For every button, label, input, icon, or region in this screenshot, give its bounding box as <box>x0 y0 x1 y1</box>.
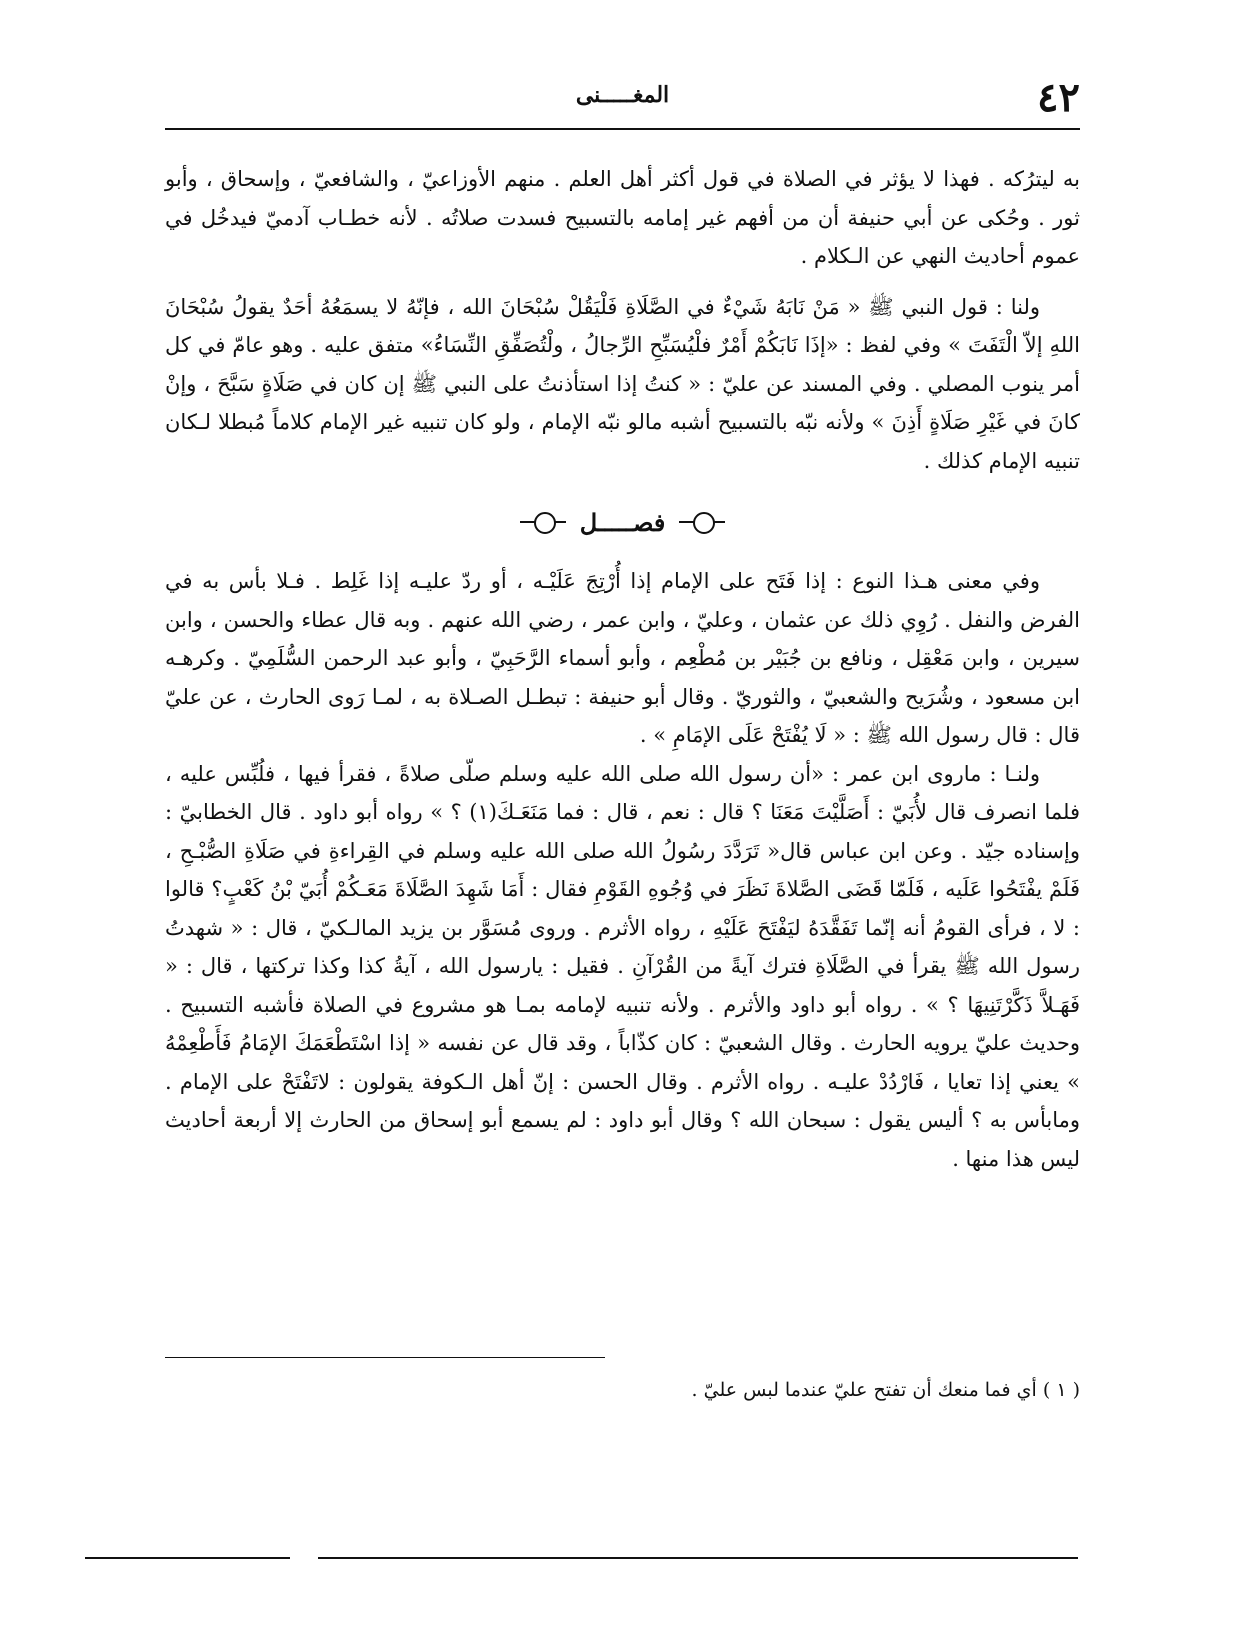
page-header <box>165 70 1080 126</box>
ornament-right-icon <box>679 510 725 534</box>
header-rule <box>165 128 1080 130</box>
bottom-rule-long <box>318 1557 1078 1559</box>
paragraph-3: وفي معنى هـذا النوع : إذا فَتَح على الإمام إذا أُرْتِجَ عَلَيْـه ، أو ردّ عليـه إذا غَلِط . فـلا بأس به في الفرض والنفل . رُوِي ذلك عن عثمان ، وعليّ ، وابن عمر ، رضي الله عنهم . وبه قال عطاء والحسن ، وابن سيرين ، وابن مَعْقِل ، ونافع بن جُبَيْر بن مُطْعِم ، وأبو أسماء الرَّحَبِيّ ، وأبو عبد الرحمن السُّلَمِيّ . وكرهـه ابن مسعود ، وشُرَيح والشعبيّ ، والثوريّ . وقال أبو حنيفة : تبطـل الصـلاة به ، لمـا رَوى الحارث ، عن عليّ قال : قال رسول الله ﷺ : « لَا يُفْتَحْ عَلَى الإمَامِ » . <box>165 569 1080 747</box>
running-title: المغـــــنى <box>575 82 670 108</box>
paragraph-2: ولنا : قول النبي ﷺ « مَنْ نَابَهُ شَيْءٌ في الصَّلَاةِ فَلْيَقُلْ سُبْحَانَ الله ، فإنّهُ لا يسمَعُهُ أحَدٌ يقولُ سُبْحَانَ اللهِ إلاّ الْتَفَتَ » وفي لفظ : «إذَا نَابَكُمْ أَمْرٌ فلْيُسَبِّحِ الرِّجالُ ، ولْتُصَفِّقِ النِّسَاءُ» متفق عليه . وهو عامّ في كل أمر ينوب المصلي . وفي المسند عن عليّ : « كنتُ إذا استأذنتُ على النبي ﷺ إن كان في صَلَاةٍ سَبَّحَ ، وإنْ كانَ في غَيْرِ صَلَاةٍ أَذِنَ » ولأنه نبّه بالتسبيح أشبه مالو نبّه الإمام ، ولو كان تنبيه غير الإمام كلاماً مُبطلا لـكان تنبيه الإمام كذلك . <box>165 294 1080 473</box>
page-number: ٤٢ <box>1037 74 1080 121</box>
footnote-rule <box>165 1357 605 1358</box>
paragraph-4: ولنـا : ماروى ابن عمر : «أن رسول الله صلى الله عليه وسلم صلّى صلاةً ، فقرأ فيها ، فلُبِّس عليه ، فلما انصرف قال لأُبَيّ : أَصَلَّيْتَ مَعَنَا ؟ قال : نعم ، قال : فما مَنَعَـكَ(١) ؟ » رواه أبو داود . قال الخطابيّ : وإسناده جيّد . وعن ابن عباس قال« تَرَدَّدَ رسُولُ الله صلى الله عليه وسلم في القِراءةِ في صَلَاةِ الصُّبْـحِ ، فَلَمْ يفْتَحُوا عَلَيه ، فَلَمّا قَضَى الصَّلاةَ نَظَرَ في وُجُوهِ القَوْمِ فقال : أَمَا شَهِدَ الصَّلَاةَ مَعَـكُمْ أُبَيّ بْنُ كَعْبٍ؟ قالوا : لا ، فرأى القومُ أنه إنّما تَفَقَّدَهُ ليَفْتَحَ عَلَيْهِ ، رواه الأثرم . وروى مُسَوَّر بن يزيد المالـكيّ ، قال : « شهدتُ رسول الله ﷺ يقرأ في الصَّلَاةِ فترك آيةً من القُرْآنِ . فقيل : يارسول الله ، آيةُ كذا وكذا تركتها ، قال : « فَهَـلاَّ ذَكَّرْتَنِيهَا ؟ » . رواه أبو داود والأثرم . ولأنه تنبيه لإمامه بمـا هو مشروع في الصلاة فأشبه التسبيح . وحديث عليّ يرويه الحارث . وقال الشعبيّ : كان كذّاباً ، وقد قال عن نفسه « إذا اسْتَطْعَمَكَ الإمَامُ فَأَطْعِمْهُ » يعني إذا تعايا ، فَارْدُدْ عليـه . رواه الأثرم . وقال الحسن : إنّ أهل الـكوفة يقولون : لاتَفْتَحْ على الإمام . ومابأس به ؟ أليس يقول : سبحان الله ؟ وقال أبو داود : لم يسمع أبو إسحاق من الحارث إلا أربعة أحاديث ليس هذا منها . <box>165 761 1080 1171</box>
paragraph-1: به ليترُكه . فهذا لا يؤثر في الصلاة في قول أكثر أهل العلم . منهم الأوزاعيّ ، والشافعيّ ، وإسحاق ، وأبو ثور . وحُكى عن أبي حنيفة أن من أفهم غير إمامه بالتسبيح فسدت صلاتُه . لأنه خطـاب آدميّ فيدخُل في عموم أحاديث النهي عن الـكلام . <box>165 167 1080 268</box>
bottom-rule-short <box>85 1557 290 1559</box>
page-body <box>165 160 1080 1178</box>
book-page <box>165 70 1080 1630</box>
footnote: ( ١ ) أي فما منعك أن تفتح عليّ عندما لبس عليّ . <box>691 1379 1080 1401</box>
section-heading <box>165 502 1080 542</box>
ornament-left-icon <box>520 510 566 534</box>
section-title: فصـــــل <box>579 507 666 537</box>
